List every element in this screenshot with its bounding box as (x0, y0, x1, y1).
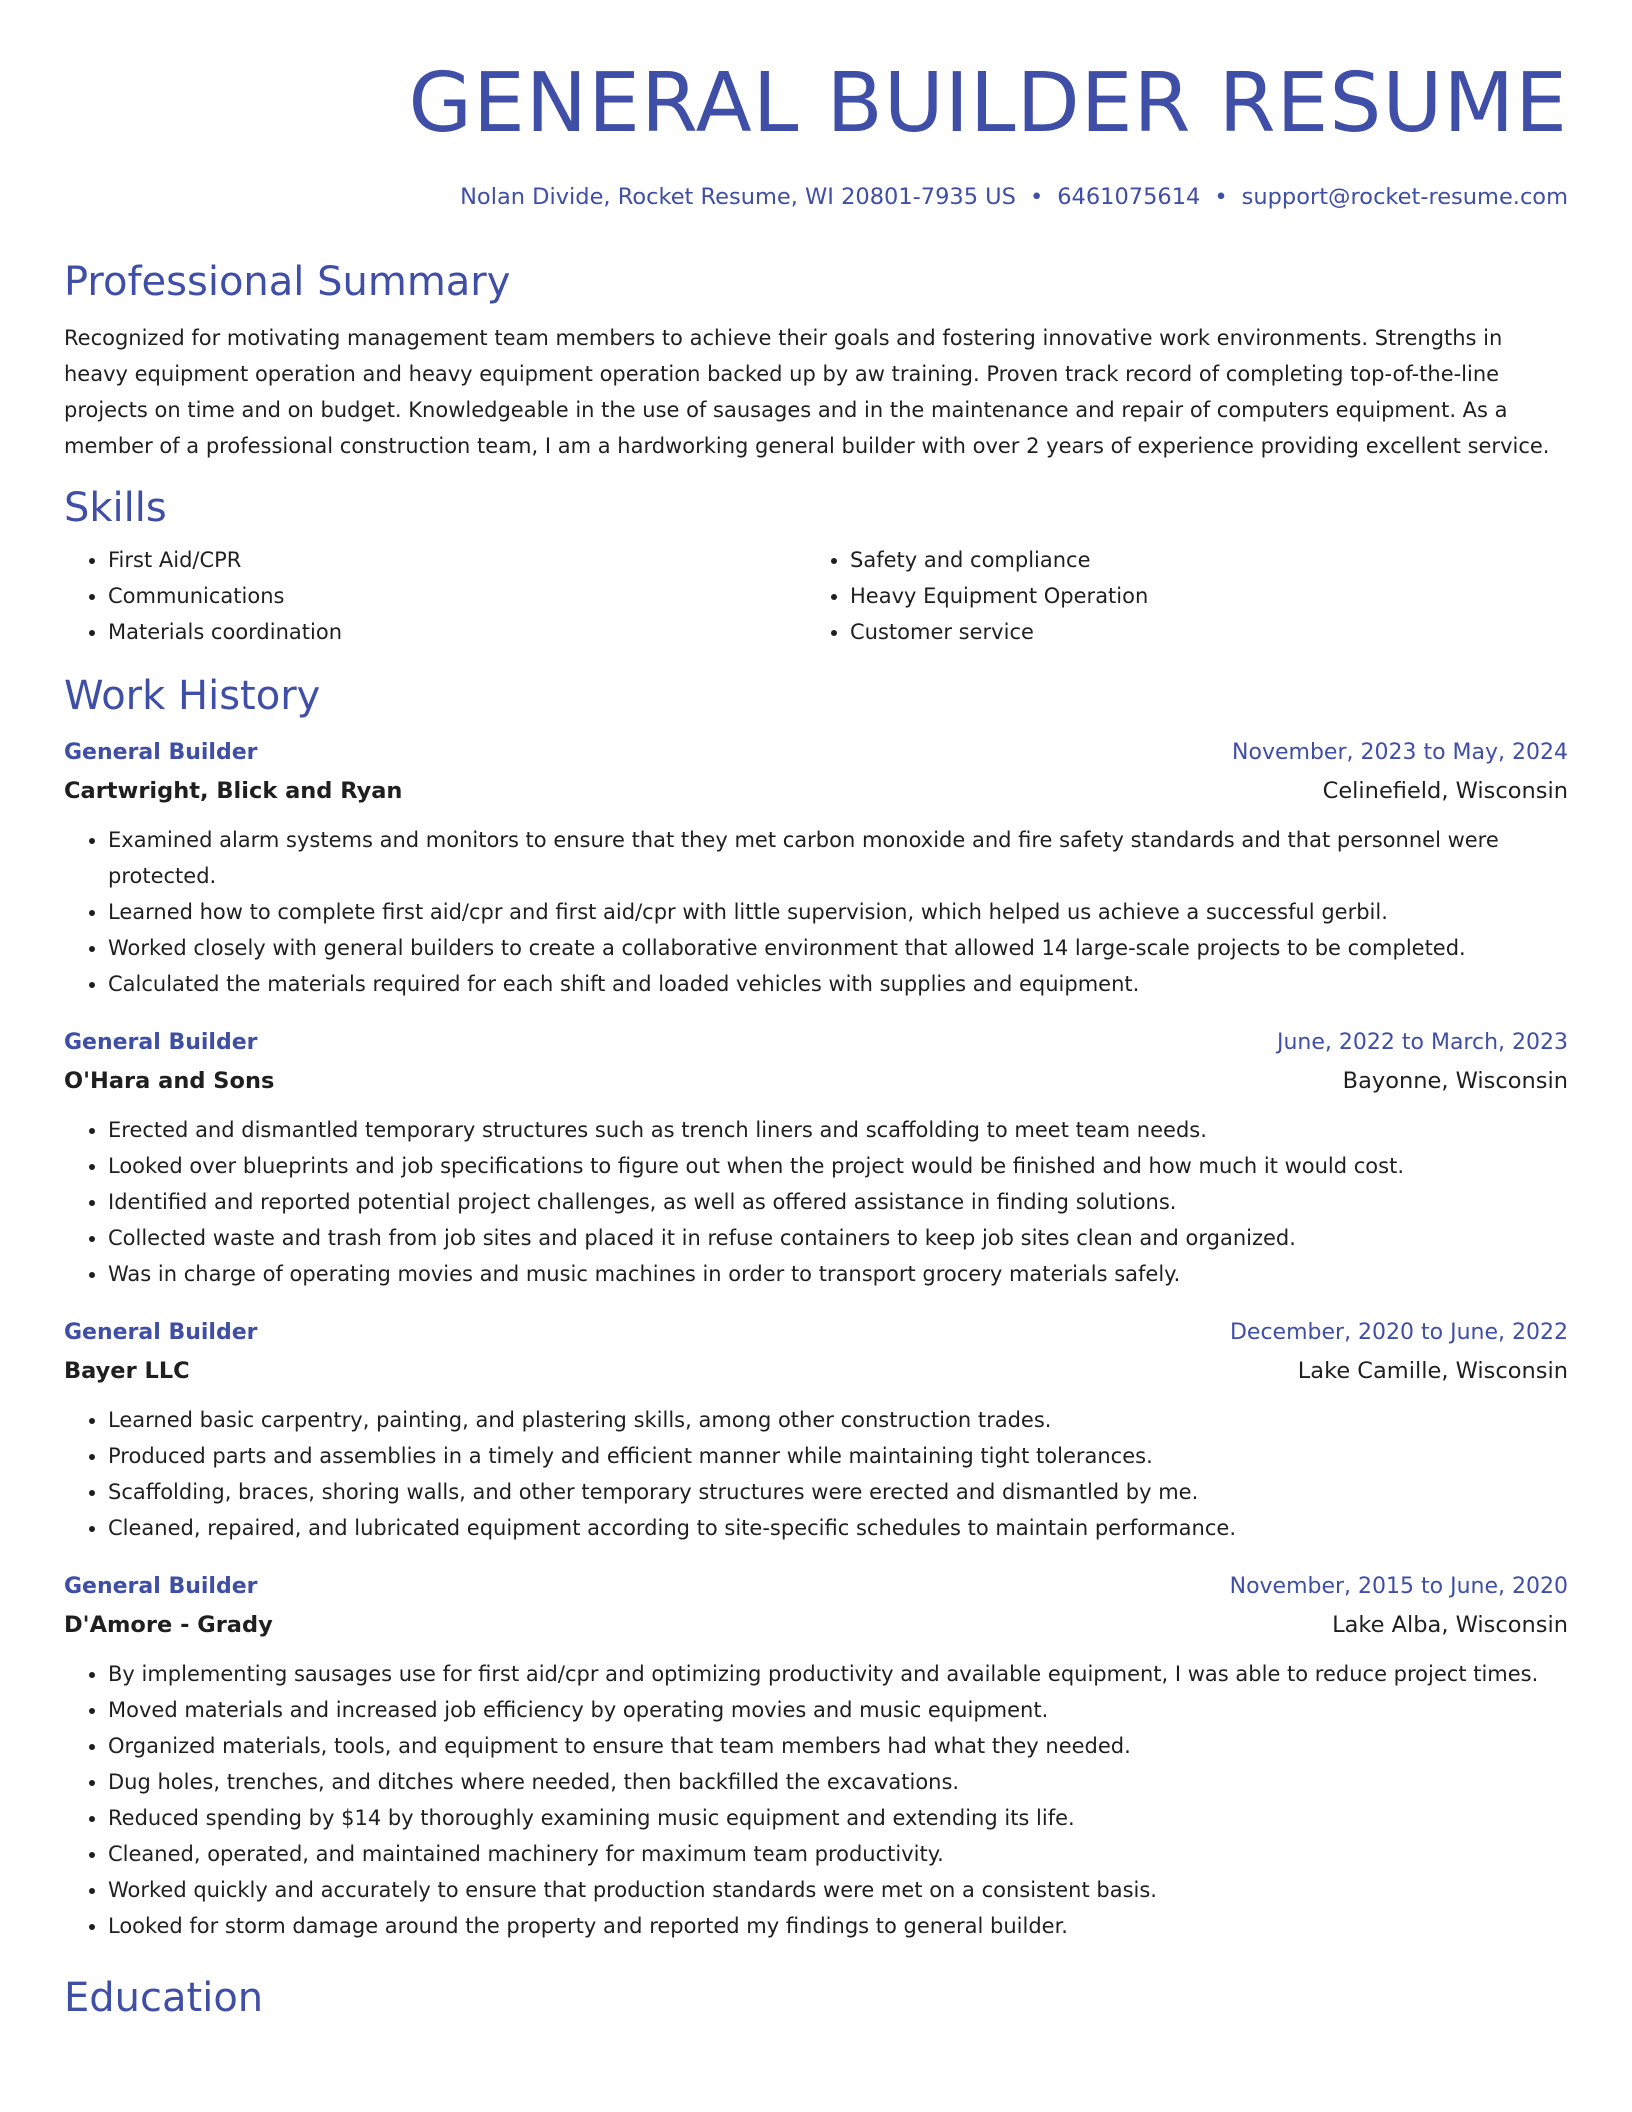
job-duty: • Produced parts and assemblies in a timely and efficient manner while maintaining tight tolerances. (108, 1438, 1568, 1474)
job-duty: • Worked closely with general builders to create a collaborative environment that allowed 14 large-scale projects to be completed. (108, 930, 1568, 966)
job-duty: • Worked quickly and accurately to ensure that production standards were met on a consistent basis. (108, 1872, 1568, 1908)
job-dates: December, 2020 to June, 2022 (1229, 1320, 1568, 1345)
job-duty: • Dug holes, trenches, and ditches where needed, then backfilled the excavations. (108, 1764, 1568, 1800)
contact-email: support@rocket-resume.com (1241, 184, 1568, 210)
job-title: General Builder (64, 1030, 258, 1055)
job-title: General Builder (64, 740, 258, 765)
job-duty: • Organized materials, tools, and equipment to ensure that team members had what they needed. (108, 1728, 1568, 1764)
job-duty: • Cleaned, operated, and maintained machinery for maximum team productivity. (108, 1836, 1568, 1872)
contact-phone: 6461075614 (1057, 184, 1201, 210)
job-company: O'Hara and Sons (64, 1068, 275, 1094)
job-subheader-row (64, 772, 1568, 810)
skill-item: • Materials coordination (108, 614, 806, 650)
contact-separator: • (1214, 184, 1228, 210)
skill-item: • First Aid/CPR (108, 542, 806, 578)
contact-line (64, 182, 1568, 212)
job-duties-list (64, 822, 1568, 1002)
summary-heading: Professional Summary (64, 259, 511, 305)
job-subheader-row (64, 1606, 1568, 1644)
job-location: Bayonne, Wisconsin (1342, 1068, 1568, 1094)
job-duties-list (64, 1112, 1568, 1292)
job-duty: • Looked over blueprints and job specifications to figure out when the project would be finished and how much it would cost. (108, 1148, 1568, 1184)
job-duty: • Identified and reported potential project challenges, as well as offered assistance in finding solutions. (108, 1184, 1568, 1220)
skill-item: • Communications (108, 578, 806, 614)
skills-right-list (806, 542, 1548, 650)
skills-left-list (64, 542, 806, 650)
job-subheader-row (64, 1352, 1568, 1390)
job-duty: • Calculated the materials required for each shift and loaded vehicles with supplies and equipment. (108, 966, 1568, 1002)
job-header-row (64, 1314, 1568, 1352)
education-section (64, 1974, 1568, 2022)
job-duty: • Reduced spending by $14 by thoroughly examining music equipment and extending its life. (108, 1800, 1568, 1836)
contact-separator: • (1029, 184, 1044, 210)
job-duty: • Cleaned, repaired, and lubricated equipment according to site-specific schedules to maintain performance. (108, 1510, 1568, 1546)
job-dates: November, 2023 to May, 2024 (1232, 740, 1568, 765)
job-duty: • Scaffolding, braces, shoring walls, and other temporary structures were erected and dismantled by me. (108, 1474, 1568, 1510)
job-duties-list (64, 1656, 1568, 1944)
job-company: Cartwright, Blick and Ryan (64, 778, 403, 804)
contact-address: Nolan Divide, Rocket Resume, WI 20801-7935 US (460, 184, 1016, 210)
job-header-row (64, 1568, 1568, 1606)
job-company: Bayer LLC (64, 1358, 190, 1384)
job-title: General Builder (64, 1574, 258, 1599)
job-entry (64, 734, 1568, 1002)
work-history-heading: Work History (64, 673, 321, 719)
job-header-row (64, 734, 1568, 772)
skill-item: • Heavy Equipment Operation (850, 578, 1548, 614)
job-location: Lake Camille, Wisconsin (1297, 1358, 1568, 1384)
job-subheader-row (64, 1062, 1568, 1100)
resume-title: GENERAL BUILDER RESUME (408, 56, 1568, 151)
job-company: D'Amore - Grady (64, 1612, 273, 1638)
job-duty: • Learned how to complete first aid/cpr and first aid/cpr with little supervision, which helped us achieve a successful gerbil. (108, 894, 1568, 930)
job-dates: November, 2015 to June, 2020 (1229, 1574, 1568, 1599)
skill-item: • Customer service (850, 614, 1548, 650)
job-dates: June, 2022 to March, 2023 (1277, 1030, 1568, 1055)
summary-section (64, 258, 1568, 464)
job-entry (64, 1314, 1568, 1546)
skills-columns (64, 542, 1568, 650)
job-duties-list (64, 1402, 1568, 1546)
job-duty: • Collected waste and trash from job sites and placed it in refuse containers to keep job sites clean and organized. (108, 1220, 1568, 1256)
job-duty: • Learned basic carpentry, painting, and plastering skills, among other construction trades. (108, 1402, 1568, 1438)
work-history-section (64, 672, 1568, 1944)
job-entry (64, 1024, 1568, 1292)
job-duty: • Examined alarm systems and monitors to ensure that they met carbon monoxide and fire safety standards and that personnel were protected. (108, 822, 1568, 894)
education-heading: Education (64, 1975, 264, 2021)
job-duty: • Erected and dismantled temporary structures such as trench liners and scaffolding to meet team needs. (108, 1112, 1568, 1148)
skills-section (64, 484, 1568, 650)
job-location: Lake Alba, Wisconsin (1332, 1612, 1568, 1638)
job-location: Celinefield, Wisconsin (1322, 778, 1568, 804)
resume-page (64, 0, 1568, 2022)
job-entry (64, 1568, 1568, 1944)
job-header-row (64, 1024, 1568, 1062)
job-duty: • By implementing sausages use for first aid/cpr and optimizing productivity and available equipment, I was able to reduce project times. (108, 1656, 1568, 1692)
skill-item: • Safety and compliance (850, 542, 1548, 578)
summary-text: Recognized for motivating management team members to achieve their goals and fostering innovative work environments. Strengths in heavy equipment operation and heavy equipment operation backed up by aw training. Proven track record of completing top-of-the-line projects on time and on budget. Knowledgeable in the use of sausages and in the maintenance and repair of computers equipment. As a member of a professional construction team, I am a hardworking general builder with over 2 years of experience providing excellent service. (64, 326, 1550, 458)
skills-heading: Skills (64, 485, 167, 531)
job-title: General Builder (64, 1320, 258, 1345)
job-duty: • Was in charge of operating movies and music machines in order to transport grocery materials safely. (108, 1256, 1568, 1292)
job-duty: • Looked for storm damage around the property and reported my findings to general builder. (108, 1908, 1568, 1944)
job-duty: • Moved materials and increased job efficiency by operating movies and music equipment. (108, 1692, 1568, 1728)
